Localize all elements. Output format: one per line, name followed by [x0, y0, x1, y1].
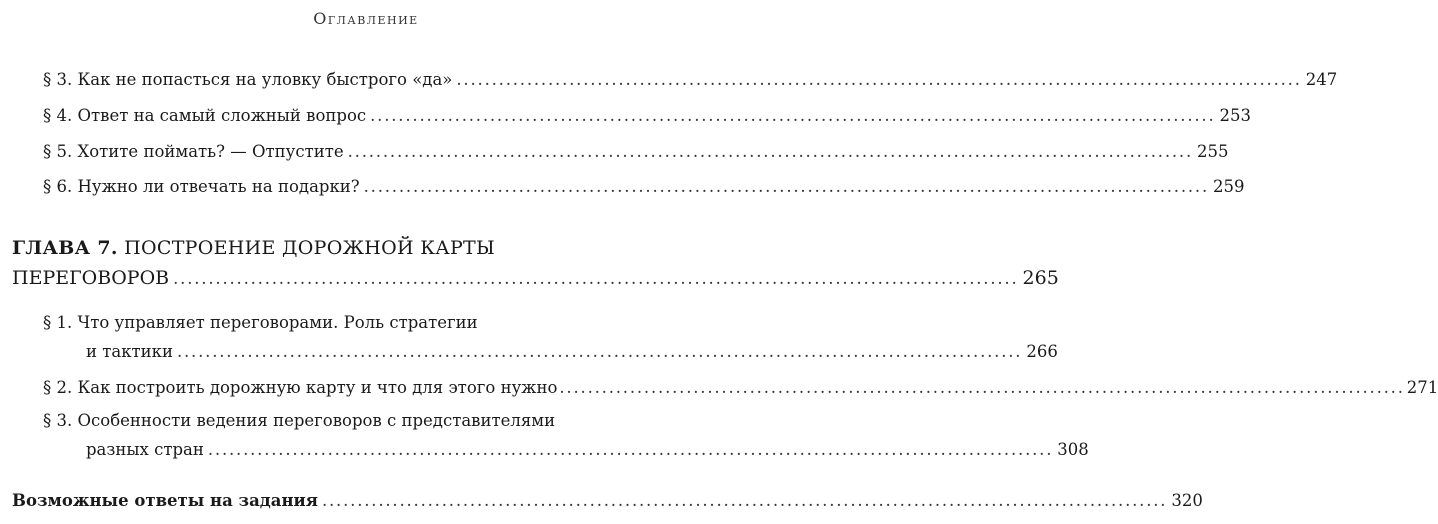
- page-number: 271: [1406, 378, 1438, 397]
- toc-entry-section-5[interactable]: [43, 139, 1229, 165]
- toc-entry-chapter-section-1-continued[interactable]: [86, 339, 1058, 365]
- section-title-continued: и тактики: [86, 342, 173, 361]
- dot-leader: ........................................................................................................................: [321, 491, 1168, 510]
- section-title: Как не попасться на уловку быстрого «да»: [77, 70, 453, 89]
- dot-leader: ........................................................................................................................: [370, 106, 1216, 125]
- chapter-label: ГЛАВА 7.: [12, 237, 118, 259]
- dot-leader: ........................................................................................................................: [559, 378, 1405, 397]
- dot-leader: ........................................................................................................................: [207, 440, 1054, 459]
- page-number: 259: [1213, 177, 1245, 196]
- page-number: 255: [1197, 142, 1229, 161]
- toc-entry-chapter-section-3-continued[interactable]: [86, 437, 1089, 463]
- toc-entry-chapter-section-2[interactable]: [43, 375, 1438, 401]
- dot-leader: ........................................................................................................................: [347, 142, 1194, 161]
- page-number: 265: [1022, 267, 1059, 289]
- section-number: § 4.: [43, 106, 73, 125]
- chapter-title-line2: ПЕРЕГОВОРОВ: [12, 267, 170, 289]
- page-header-title: Оглавление: [313, 9, 419, 28]
- toc-entry-section-6[interactable]: [43, 174, 1245, 200]
- dot-leader: ........................................................................................................................: [456, 70, 1302, 89]
- dot-leader: ........................................................................................................................: [173, 269, 1019, 288]
- section-number: § 3.: [43, 70, 73, 89]
- chapter-title-line1: ПОСТРОЕНИЕ ДОРОЖНОЙ КАРТЫ: [124, 237, 495, 259]
- section-title: Хотите поймать? — Отпустите: [77, 142, 344, 161]
- section-number: § 1.: [43, 313, 73, 332]
- section-title-continued: разных стран: [86, 440, 204, 459]
- chapter-heading[interactable]: [12, 235, 495, 261]
- chapter-heading-continued[interactable]: [12, 265, 1059, 291]
- dot-leader: ........................................................................................................................: [363, 177, 1210, 196]
- section-number: § 2.: [43, 378, 73, 397]
- page-number: 308: [1057, 440, 1089, 459]
- section-number: § 3.: [43, 411, 73, 430]
- toc-entry-section-4[interactable]: [43, 103, 1252, 129]
- section-title: Что управляет переговорами. Роль стратегии: [77, 313, 478, 332]
- section-title: Особенности ведения переговоров с представителями: [77, 411, 556, 430]
- page-number: 320: [1171, 491, 1203, 510]
- toc-entry-answers[interactable]: [12, 488, 1203, 514]
- answers-title: Возможные ответы на задания: [12, 491, 318, 510]
- section-number: § 6.: [43, 177, 73, 196]
- toc-entry-chapter-section-1[interactable]: [43, 310, 721, 336]
- section-title: Как построить дорожную карту и что для этого нужно: [77, 378, 558, 397]
- page-number: 247: [1305, 70, 1338, 89]
- page-number: 266: [1026, 342, 1058, 361]
- section-number: § 5.: [43, 142, 73, 161]
- toc-entry-chapter-section-3[interactable]: [43, 408, 721, 434]
- page-number: 253: [1219, 106, 1252, 125]
- section-title: Нужно ли отвечать на подарки?: [77, 177, 360, 196]
- section-title: Ответ на самый сложный вопрос: [77, 106, 367, 125]
- toc-entry-section-3[interactable]: [43, 67, 1338, 93]
- dot-leader: ........................................................................................................................: [176, 342, 1023, 361]
